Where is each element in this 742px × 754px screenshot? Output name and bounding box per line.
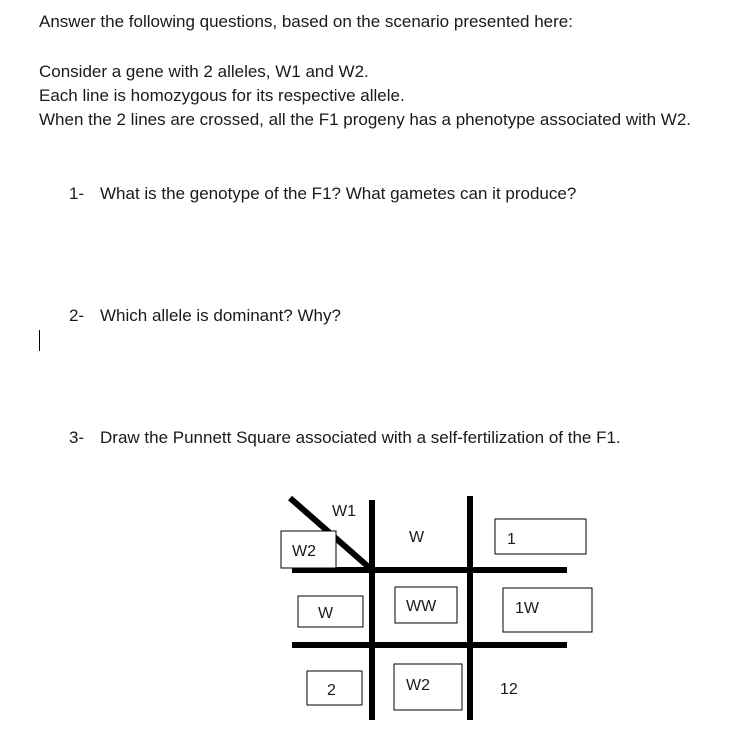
question-3-text: Draw the Punnett Square associated with a self-fertilization of the F1. (100, 428, 621, 447)
question-2-number: 2- (69, 306, 85, 325)
scenario-line-2: Each line is homozygous for its respective allele. (39, 86, 405, 105)
left-header-label: W2 (292, 543, 316, 560)
question-2-text: Which allele is dominant? Why? (100, 306, 341, 325)
top-header-label: W1 (332, 503, 356, 520)
cell-1-2: 1W (515, 600, 539, 617)
row-header-2: 2 (327, 682, 336, 699)
question-1-number: 1- (69, 184, 85, 203)
col-header-1: W (409, 529, 425, 546)
scenario-line-1: Consider a gene with 2 alleles, W1 and W2. (39, 62, 369, 81)
col-header-2: 1 (507, 531, 516, 548)
cell-2-2: 12 (500, 681, 518, 698)
cell-1-1: WW (406, 598, 437, 615)
question-1-text: What is the genotype of the F1? What gametes can it produce? (100, 184, 577, 203)
scenario-line-3: When the 2 lines are crossed, all the F1 progeny has a phenotype associated with W2. (39, 110, 692, 129)
row-header-1: W (318, 605, 334, 622)
cell-2-1: W2 (406, 677, 430, 694)
question-3-number: 3- (69, 428, 85, 447)
intro-text: Answer the following questions, based on the scenario presented here: (39, 12, 573, 31)
